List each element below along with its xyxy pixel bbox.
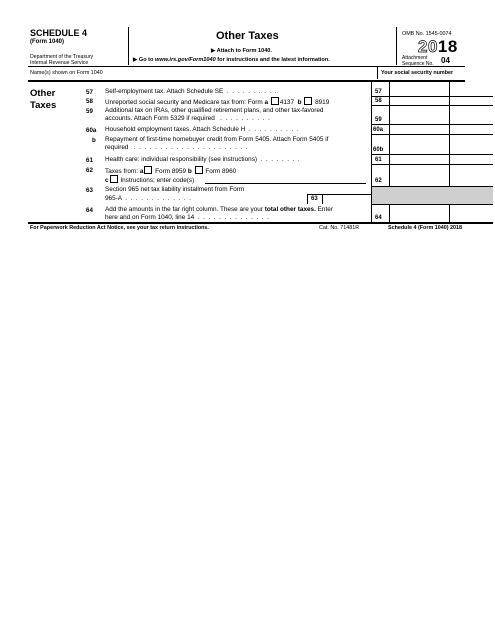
line-63-text-2: 965-A . . . . . . . . . . . . . <box>105 195 191 202</box>
form-4137-checkbox[interactable] <box>271 97 279 105</box>
line-59-number: 59 <box>86 108 93 115</box>
line-63-description-2: 965-A <box>105 195 122 202</box>
schedule-label: SCHEDULE 4 <box>30 28 88 38</box>
footer-form-year: 2018 <box>450 225 463 231</box>
line-62-amount-field[interactable] <box>390 165 449 186</box>
goto-suffix: for instructions and the latest information. <box>215 57 330 63</box>
name-field-label: Name(s) shown on Form 1040 <box>30 70 103 76</box>
line-61-amount-field[interactable] <box>390 155 449 164</box>
line-62-a-label: a <box>139 168 144 175</box>
line-60a-text: Household employment taxes. Attach Schedule H . . . . . . . . . . <box>105 126 299 133</box>
line-62-number: 62 <box>86 167 93 174</box>
row-rule-62 <box>371 186 493 187</box>
sequence-number: 04 <box>441 56 450 65</box>
line-62-b-label: b <box>187 168 192 175</box>
line-58-text <box>105 97 329 107</box>
section-heading-line-2: Taxes <box>30 100 57 111</box>
footer-top-rule <box>28 222 493 224</box>
line-63-number: 63 <box>86 187 93 194</box>
line-63-inline-box-rule <box>307 194 308 204</box>
line-62-instructions-label: Instructions; enter code(s) <box>120 177 195 184</box>
line-64-ref: 64 <box>375 215 382 221</box>
line-57-ref: 57 <box>375 89 382 95</box>
form-8959-label: Form 8959 <box>155 168 187 175</box>
section-heading <box>30 88 56 112</box>
line-57-amount-field[interactable] <box>390 86 449 96</box>
header-bottom-rule <box>28 66 465 67</box>
line-61-number: 61 <box>86 157 93 164</box>
line-64-description-2: here and on Form 1040, line 14 <box>105 214 195 221</box>
line-60a-description: Household employment taxes. Attach Schedule H <box>105 126 246 133</box>
line-61-ref: 61 <box>375 157 382 163</box>
omb-number: OMB No. 1545-0074 <box>402 31 452 37</box>
form-8919-label: 8919 <box>315 99 330 106</box>
line-58-b-label: b <box>297 99 302 106</box>
goto-prefix: ▶ Go to <box>133 57 156 63</box>
line-62-c-label: c <box>105 177 109 184</box>
ssn-field-label: Your social security number <box>381 70 454 76</box>
instructions-checkbox[interactable] <box>110 175 118 183</box>
line-61-description: Health care: individual responsibility (see instructions) <box>105 156 258 163</box>
line-64-amount-field[interactable] <box>390 205 449 222</box>
line-64-total-label: total other taxes. <box>264 206 316 213</box>
line-59-amount-field[interactable] <box>390 106 449 124</box>
line-62-code-field[interactable] <box>205 175 366 183</box>
form-8959-checkbox[interactable] <box>144 166 152 174</box>
line-60a-amount-field[interactable] <box>390 125 449 134</box>
line-58-amount-field[interactable] <box>390 97 449 105</box>
tax-year <box>418 37 458 57</box>
line-63-text-1: Section 965 net tax liability installment from Form <box>105 186 245 193</box>
line-58-number: 58 <box>86 98 93 105</box>
line-60b-number: b <box>92 137 96 144</box>
goto-instruction <box>133 57 330 63</box>
header-divider-right <box>396 27 397 65</box>
line-63-amount-field[interactable] <box>323 195 370 204</box>
line-60b-ref: 60b <box>373 147 384 153</box>
line-60b-description-2: required <box>105 144 129 151</box>
line-62-ref: 62 <box>375 178 382 184</box>
attachment-label: Attachment <box>402 55 428 61</box>
line-61-text: Health care: individual responsibility (see instructions) . . . . . . . . <box>105 156 300 163</box>
footer-form-name: Schedule 4 (Form 1040) <box>388 225 451 231</box>
department-line-2: Internal Revenue Service <box>30 60 89 66</box>
line-62-code-underline <box>205 183 366 184</box>
paperwork-notice: For Paperwork Reduction Act Notice, see your tax return instructions. <box>30 225 209 231</box>
tax-year-prefix: 20 <box>418 37 438 56</box>
line-60b-text-1: Repayment of first-time homebuyer credit from Form 5405. Attach Form 5405 if <box>105 136 329 143</box>
line-64-text-1 <box>105 206 333 214</box>
line-57-number: 57 <box>86 89 93 96</box>
form-8960-checkbox[interactable] <box>195 166 203 174</box>
line-58-a-label: a <box>264 99 269 106</box>
line-60a-ref: 60a <box>373 127 384 133</box>
header-divider-left <box>128 27 129 65</box>
line-60a-number: 60a <box>86 127 97 134</box>
line-57-text: Self-employment tax. Attach Schedule SE . . . . . . . . . . <box>105 88 277 95</box>
line-59-ref: 59 <box>375 117 382 123</box>
line-60b-amount-field[interactable] <box>390 135 449 154</box>
attach-instruction: ▶ Attach to Form 1040. <box>211 48 272 54</box>
line-63-ref: 63 <box>311 196 318 202</box>
section-heading-line-1: Other <box>30 88 56 99</box>
catalog-number: Cat. No. 71481R <box>319 225 360 231</box>
name-ssn-divider <box>377 66 378 79</box>
department-label <box>30 54 93 66</box>
line-59-text-2: accounts. Attach Form 5329 if required . . . . . . . . . . <box>105 115 270 122</box>
form-4137-label: 4137 <box>279 99 295 106</box>
irs-url-link[interactable]: www.irs.gov/Form1040 <box>155 57 216 63</box>
form-8960-label: Form 8960 <box>205 168 237 175</box>
tax-year-suffix: 18 <box>437 37 458 56</box>
shaded-area-line-63 <box>372 187 493 204</box>
line-64-number: 64 <box>86 207 93 214</box>
footer-form-id <box>388 225 462 231</box>
name-row-bottom-rule <box>28 80 465 82</box>
line-59-text-1: Additional tax on IRAs, other qualified retirement plans, and other tax-favored <box>105 107 324 114</box>
line-64-description-end: Enter <box>315 206 333 213</box>
line-58-description: Unreported social security and Medicare tax from: Form <box>105 99 263 106</box>
line-64-description: Add the amounts in the far right column. These are your <box>105 206 265 213</box>
line-60b-text-2: required . . . . . . . . . . . . . . . . . . . . . . <box>105 144 248 151</box>
form-reference: (Form 1040) <box>30 39 65 45</box>
line-57-description: Self-employment tax. Attach Schedule SE <box>105 88 224 95</box>
form-title: Other Taxes <box>216 30 279 42</box>
line-62-description: Taxes from: <box>105 168 139 175</box>
line-62-text-2 <box>105 175 194 185</box>
line-64-text-2: here and on Form 1040, line 14 . . . . . . . . . . . . . . <box>105 214 269 221</box>
department-line-1: Department of the Treasury <box>30 54 94 60</box>
line-58-ref: 58 <box>375 98 382 104</box>
form-8919-checkbox[interactable] <box>304 97 312 105</box>
line-59-description-2: accounts. Attach Form 5329 if required <box>105 115 215 122</box>
sequence-label: Sequence No. <box>402 61 434 67</box>
